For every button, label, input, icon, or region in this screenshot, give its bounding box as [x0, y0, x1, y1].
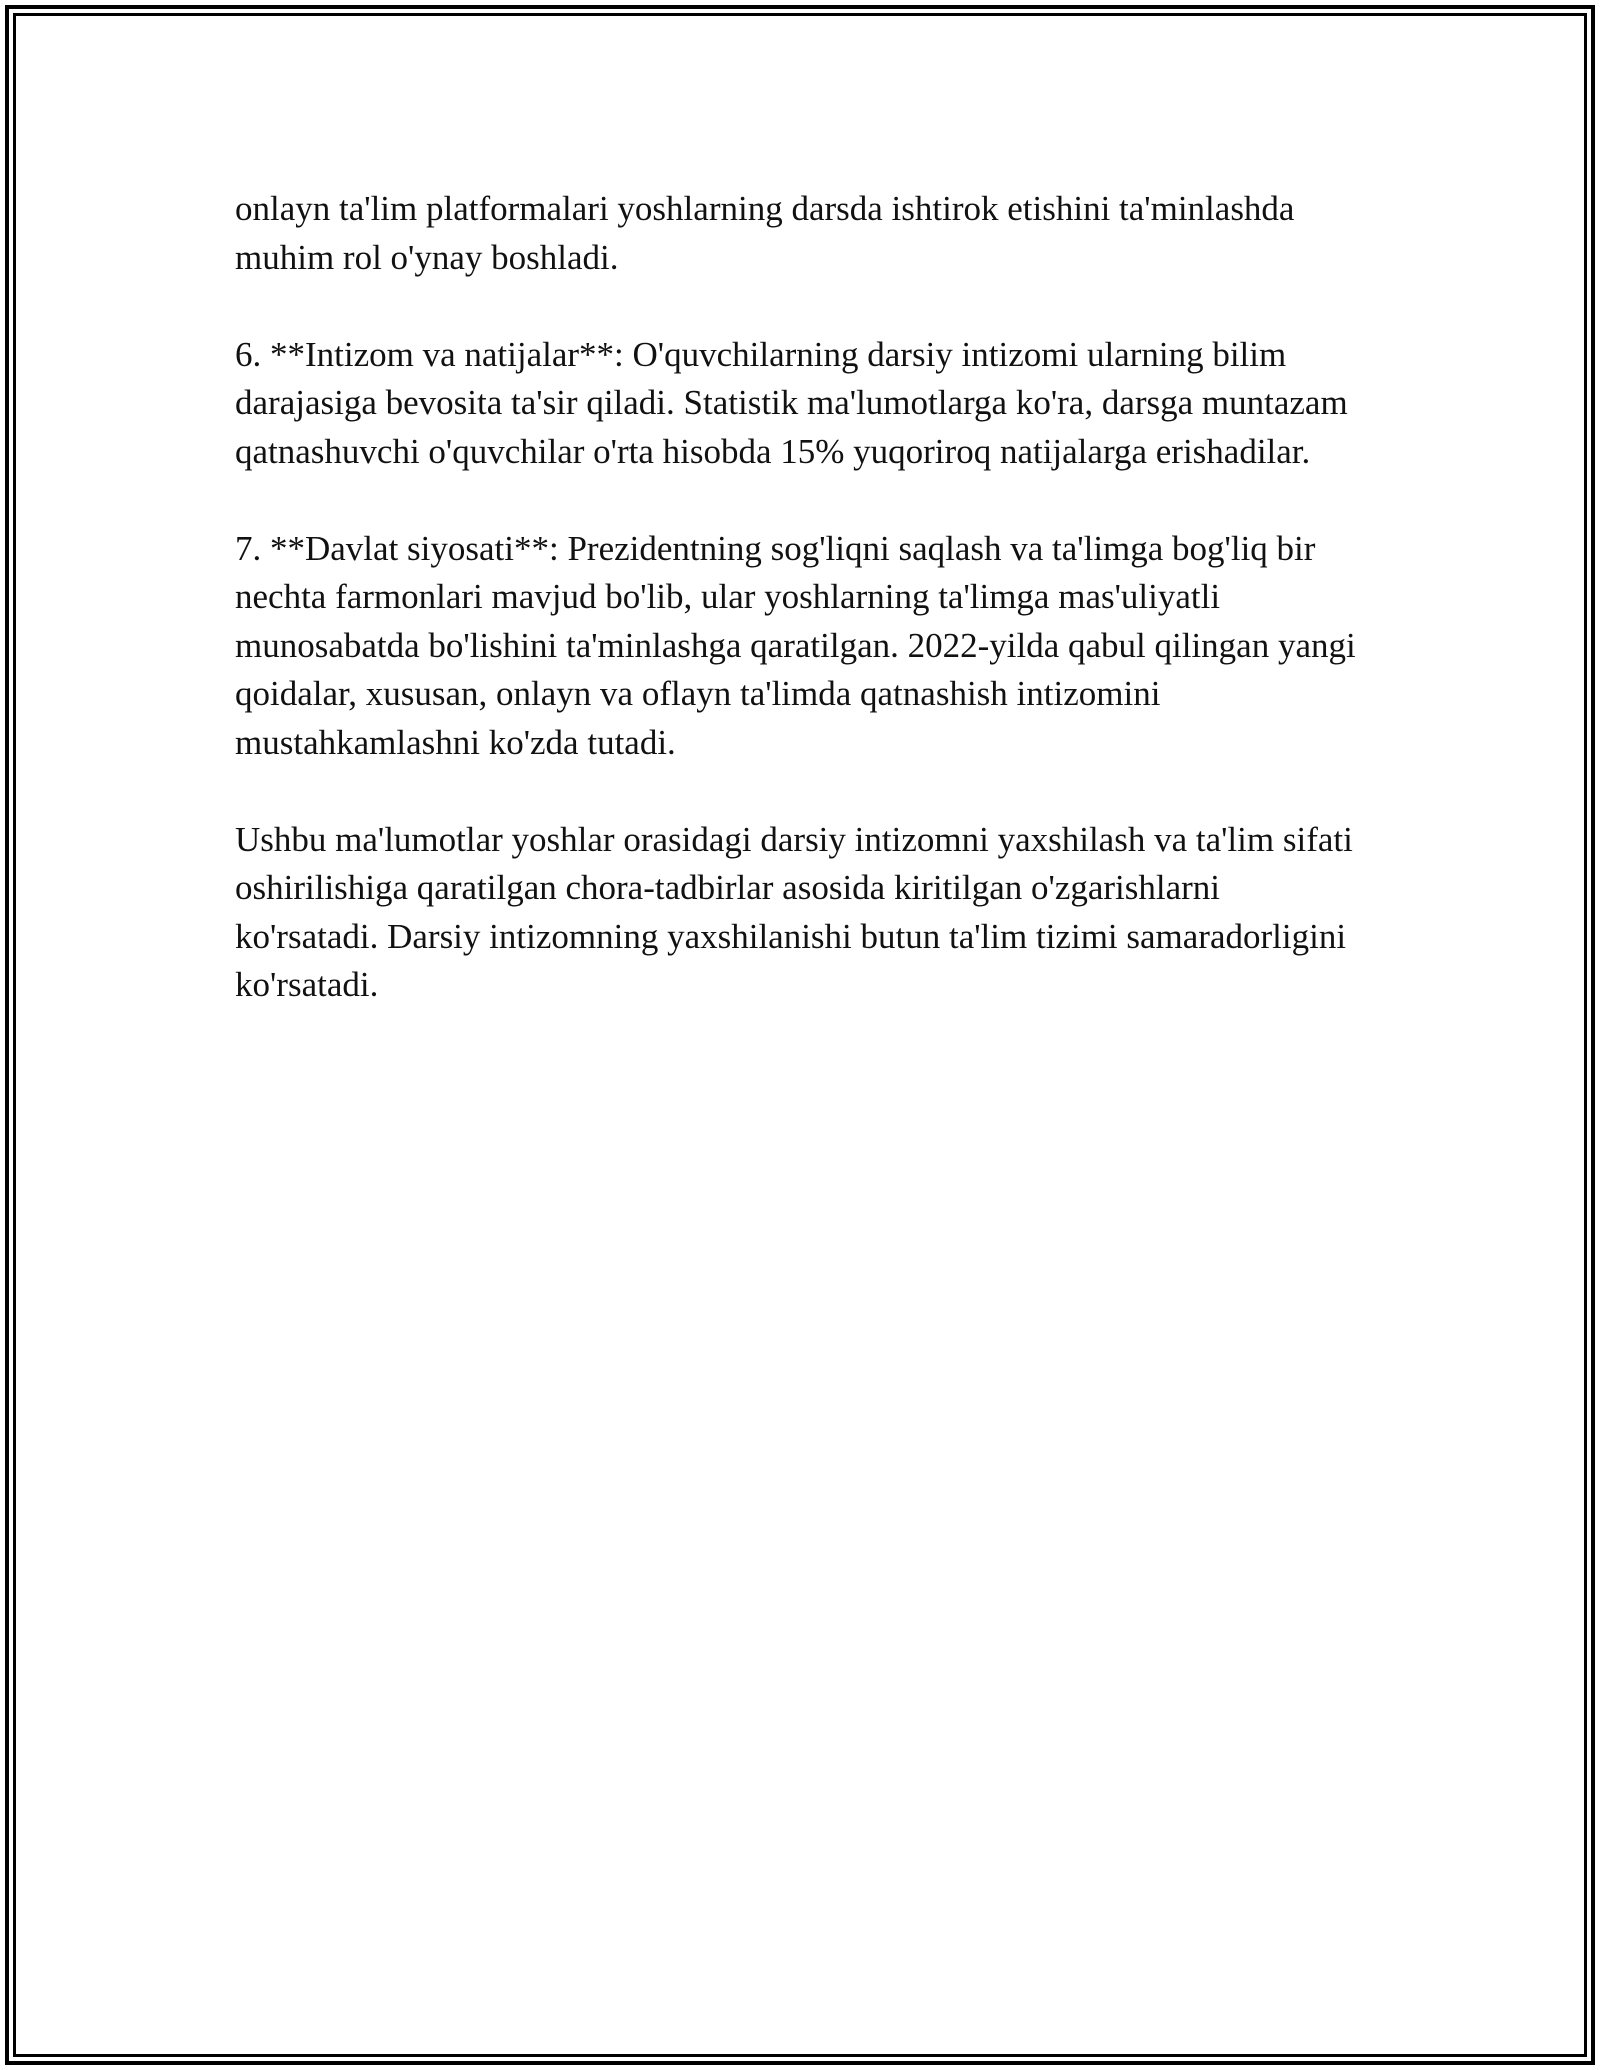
paragraph-conclusion: Ushbu ma'lumotlar yoshlar orasidagi darsiy intizomni yaxshilash va ta'lim sifati oshirilishiga qaratilgan chora-tadbirlar asosida kiritilgan o'zgarishlarni ko'rsatadi. Darsiy intizomning yaxshilanishi butun ta'lim tizimi samaradorligini ko'rsatadi. — [235, 819, 1353, 1004]
paragraph-intro: onlayn ta'lim platformalari yoshlarning darsda ishtirok etishini ta'minlashda muhim rol o'ynay boshladi. — [235, 189, 1295, 277]
paragraph-intizom-natijalar: 6. **Intizom va natijalar**: O'quvchilarning darsiy intizomi ularning bilim darajasiga bevosita ta'sir qiladi. Statistik ma'lumotlarga ko'ra, darsga muntazam qatnashuvchi o'quvchilar o'rta hisobda 15% yuqoriroq natijalarga erishadilar. — [235, 334, 1348, 471]
document-body — [235, 185, 1365, 1058]
paragraph-davlat-siyosati: 7. **Davlat siyosati**: Prezidentning sog'liqni saqlash va ta'limga bog'liq bir nechta farmonlari mavjud bo'lib, ular yoshlarning ta'limga mas'uliyatli munosabatda bo'lishini ta'minlashga qaratilgan. 2022-yilda qabul qilingan yangi qoidalar, xususan, onlayn va oflayn ta'limda qatnashish intizomini mustahkamlashni ko'zda tutadi. — [235, 528, 1356, 762]
